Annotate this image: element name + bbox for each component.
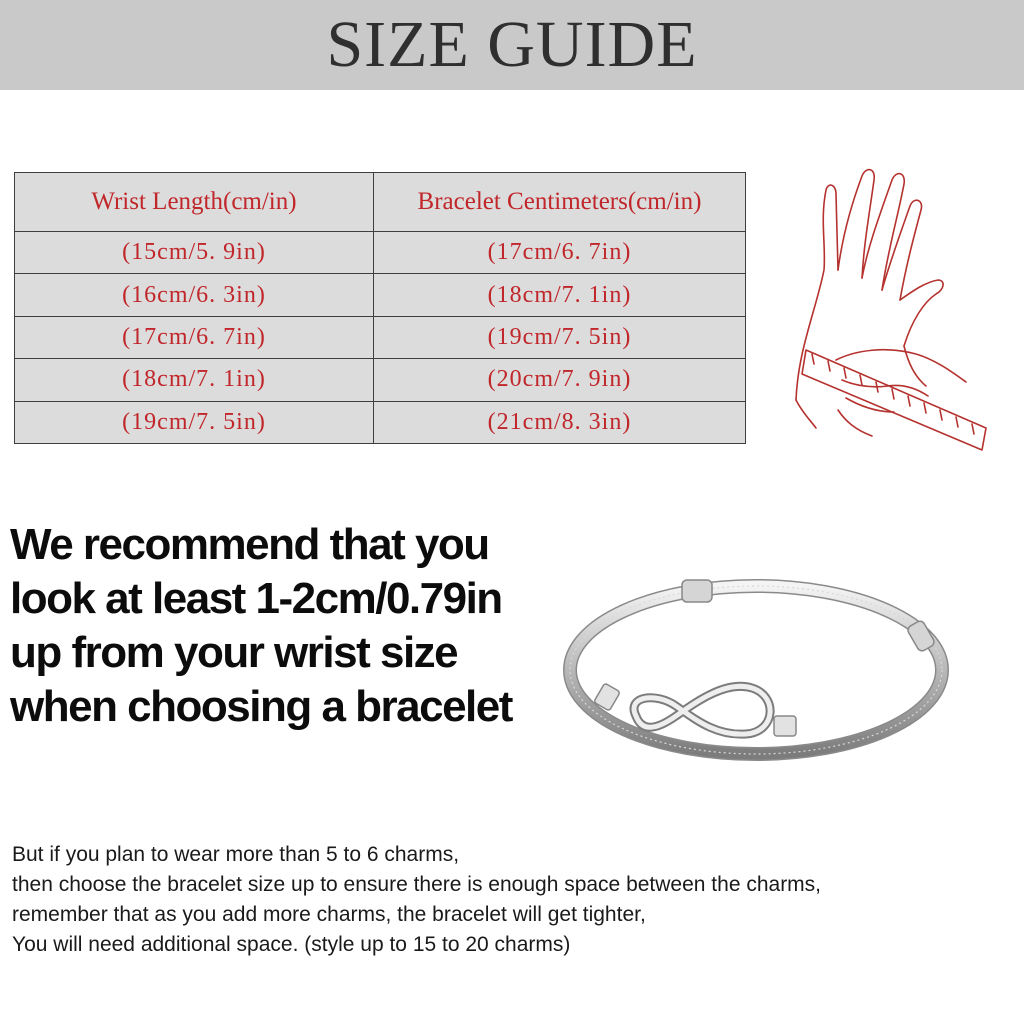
wrist-cell: (15cm/5. 9in) [15,232,374,274]
wrist-cell: (17cm/6. 7in) [15,316,374,358]
bracelet-cell: (20cm/7. 9in) [374,359,746,401]
table-row [15,401,746,443]
recommendation-text [10,518,610,734]
note-line: then choose the bracelet size up to ensure there is enough space between the charms, [12,873,822,896]
header-wrist-length: Wrist Length(cm/in) [15,173,374,232]
bracelet-cell: (19cm/7. 5in) [374,316,746,358]
bracelet-cell: (17cm/6. 7in) [374,232,746,274]
wrist-cell: (19cm/7. 5in) [15,401,374,443]
note-line: But if you plan to wear more than 5 to 6 charms, [12,843,460,866]
table-row [15,232,746,274]
header-bracelet-size: Bracelet Centimeters(cm/in) [374,173,746,232]
wrist-cell: (18cm/7. 1in) [15,359,374,401]
page-title: SIZE GUIDE [326,8,698,81]
bracelet-cell: (21cm/8. 3in) [374,401,746,443]
title-banner [0,0,1024,90]
recommendation-line: We recommend that you [10,520,489,569]
table-row [15,359,746,401]
table-header-row [15,173,746,232]
hand-measuring-wrist-icon [776,150,1006,470]
charm-note [12,840,1020,960]
size-chart-table [14,172,746,444]
bracelet-icon [556,566,956,778]
note-line: remember that as you add more charms, the bracelet will get tighter, [12,903,646,926]
bracelet-cell: (18cm/7. 1in) [374,274,746,316]
table-row [15,316,746,358]
recommendation-line: look at least 1-2cm/0.79in [10,574,502,623]
table-row [15,274,746,316]
recommendation-line: when choosing a bracelet [10,682,512,731]
note-line: You will need additional space. (style up to 15 to 20 charms) [12,933,571,956]
wrist-cell: (16cm/6. 3in) [15,274,374,316]
recommendation-line: up from your wrist size [10,628,458,677]
